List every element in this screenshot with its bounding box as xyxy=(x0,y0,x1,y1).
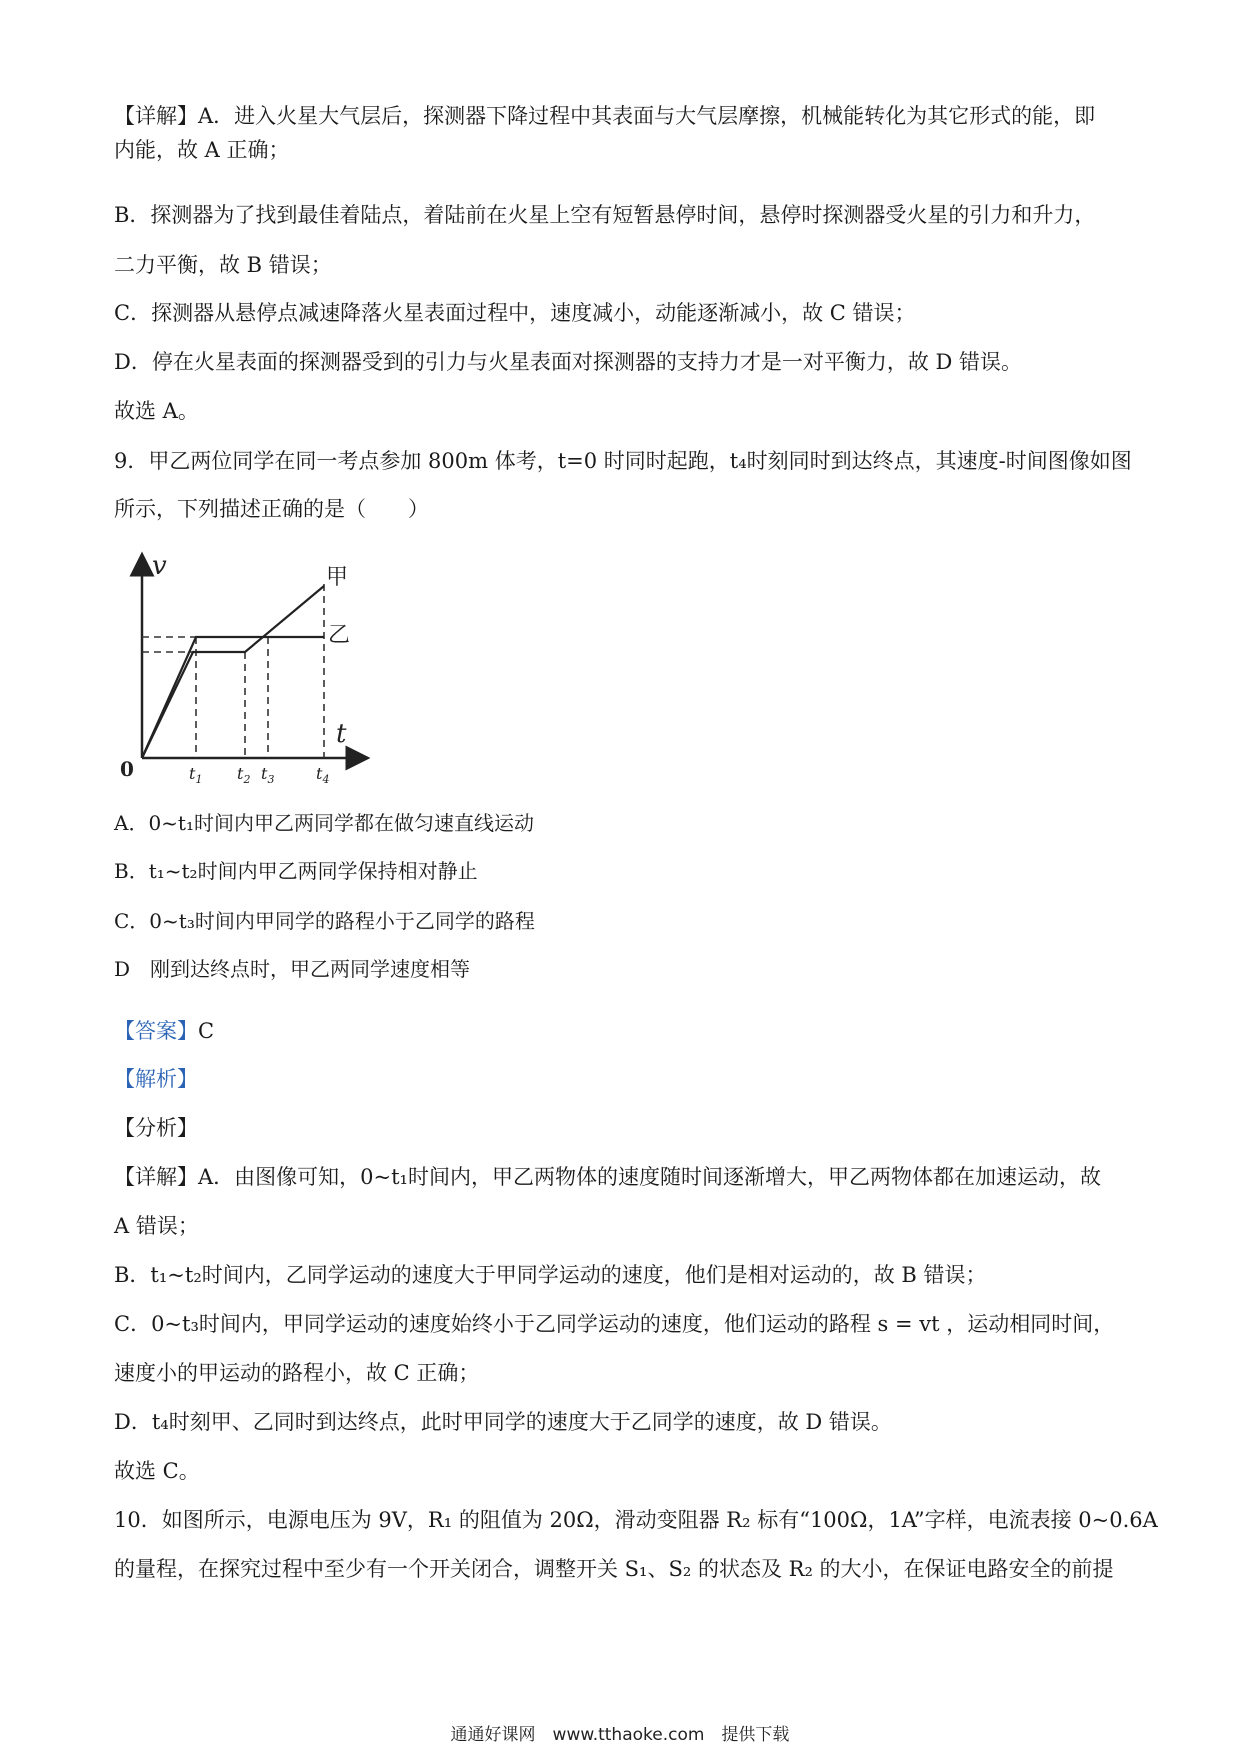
q10-stem-line2: 的量程，在探究过程中至少有一个开关闭合，调整开关 S₁、S₂ 的状态及 R₂ 的大小，在保证电路安全的前提 xyxy=(114,1557,1114,1581)
tick-t2: $t_2$ xyxy=(237,764,251,786)
q9-select: 故选 C。 xyxy=(114,1459,200,1483)
q9-fenxi-tag: 【分析】 xyxy=(114,1116,198,1140)
series-jia-label: 甲 xyxy=(326,565,349,590)
q10-stem-line1: 10．如图所示，电源电压为 9V，R₁ 的阻值为 20Ω，滑动变阻器 R₂ 标有“100Ω，1A”字样，电流表接 0~0.6A xyxy=(114,1508,1158,1532)
q8-select: 故选 A。 xyxy=(114,399,199,423)
x-axis-label: t xyxy=(336,719,347,749)
q9-detail-d: D．t₄时刻甲、乙同时到达终点，此时甲同学的速度大于乙同学的速度，故 D 错误。 xyxy=(114,1410,892,1434)
tick-t1: $t_1$ xyxy=(189,764,203,786)
series-yi-label: 乙 xyxy=(328,623,351,648)
answer-value: C xyxy=(198,1019,215,1043)
y-axis-label: v xyxy=(152,551,167,581)
q9-stem-line2: 所示，下列描述正确的是（ ） xyxy=(114,497,429,521)
q9-detail-c-line1: C．0~t₃时间内，甲同学运动的速度始终小于乙同学运动的速度，他们运动的路程 s = vt ，运动相同时间， xyxy=(114,1312,1115,1336)
series-jia-line xyxy=(142,586,324,758)
q8-detail-a-line2: 内能，故 A 正确； xyxy=(114,138,290,162)
q8-detail-a-line1: 【详解】A．进入火星大气层后，探测器下降过程中其表面与大气层摩擦，机械能转化为其它形式的能，即 xyxy=(114,104,1096,128)
q9-detail-b: B．t₁~t₂时间内，乙同学运动的速度大于甲同学运动的速度，他们是相对运动的，故 B 错误； xyxy=(114,1263,987,1287)
q9-option-a: A．0~t₁时间内甲乙两同学都在做匀速直线运动 xyxy=(114,811,534,835)
tick-t4: $t_4$ xyxy=(316,764,330,786)
q9-detail-a-line1: 【详解】A．由图像可知，0~t₁时间内，甲乙两物体的速度随时间逐渐增大，甲乙两物体都在加速运动，故 xyxy=(114,1165,1101,1189)
q8-detail-b-line2: 二力平衡，故 B 错误； xyxy=(114,253,332,277)
q9-stem-line1: 9．甲乙两位同学在同一考点参加 800m 体考，t=0 时同时起跑，t₄时刻同时到达终点，其速度-时间图像如图 xyxy=(114,449,1132,473)
tick-t3: $t_3$ xyxy=(261,764,275,786)
velocity-time-graph xyxy=(110,548,370,788)
q9-option-b: B．t₁~t₂时间内甲乙两同学保持相对静止 xyxy=(114,859,478,883)
q9-detail-c-line2: 速度小的甲运动的路程小，故 C 正确； xyxy=(114,1361,480,1385)
q9-option-d: D 刚到达终点时，甲乙两同学速度相等 xyxy=(114,957,471,981)
q8-detail-d: D．停在火星表面的探测器受到的引力与火星表面对探测器的支持力才是一对平衡力，故 D 错误。 xyxy=(114,350,1023,374)
q8-detail-b-line1: B．探测器为了找到最佳着陆点，着陆前在火星上空有短暂悬停时间，悬停时探测器受火星的引力和升力， xyxy=(114,203,1096,227)
page-footer: 通通好课网 www.tthaoke.com 提供下载 xyxy=(450,1725,790,1745)
q8-detail-c: C．探测器从悬停点减速降落火星表面过程中，速度减小，动能逐渐减小，故 C 错误； xyxy=(114,301,916,325)
origin-label: 0 xyxy=(120,757,134,781)
q9-answer xyxy=(114,1016,214,1046)
q9-detail-a-line2: A 错误； xyxy=(114,1214,199,1238)
q9-jiexi-tag: 【解析】 xyxy=(114,1067,198,1091)
answer-tag: 【答案】 xyxy=(114,1019,198,1043)
series-yi-line xyxy=(142,637,324,758)
q9-option-c: C．0~t₃时间内甲同学的路程小于乙同学的路程 xyxy=(114,909,535,933)
